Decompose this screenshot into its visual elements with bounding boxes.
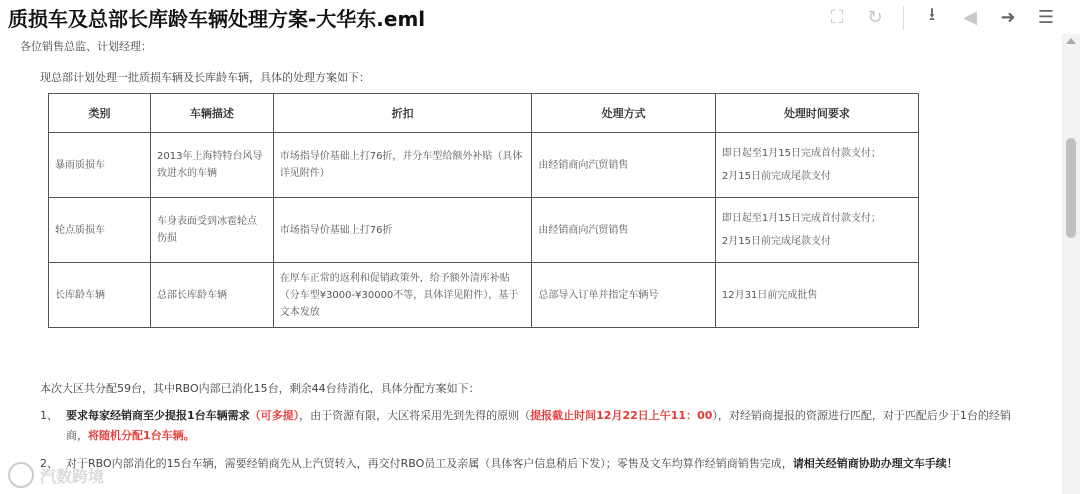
cell-discount: 市场指导价基础上打76折，并分车型给额外补贴（具体详见附件） (273, 133, 532, 198)
time-line: 即日起至1月15日完成首付款支付； (721, 148, 881, 159)
document-title: 质损车及总部长库龄车辆处理方案-大华东.eml (8, 7, 426, 31)
toolbar-divider (903, 6, 904, 30)
back-arrow-icon[interactable]: ◀ (963, 6, 977, 28)
fit-window-icon[interactable]: ⛶ (830, 6, 844, 28)
list-item-line (40, 426, 1030, 446)
cell-description: 2013年上海特特台风导致进水的车辆 (151, 133, 274, 198)
table-row (49, 133, 919, 198)
scroll-up-icon[interactable] (1066, 38, 1076, 44)
item-number: 2、 (40, 457, 58, 470)
watermark-text: 汽数跨境 (40, 466, 105, 486)
time-line: 12月31日前完成批售 (721, 289, 818, 301)
list-item-line (40, 406, 1030, 426)
cell-discount: 在厚车正常的返利和促销政策外，给予额外清库补贴（分车型¥3000-¥30000不等，具体详见附件），基于文本发放 (273, 263, 532, 328)
cell-time (715, 263, 918, 328)
table-row (49, 198, 919, 263)
forward-arrow-icon[interactable]: ➜ (1000, 6, 1016, 28)
cell-method: 由经销商向汽贸销售 (532, 133, 715, 198)
title-bar (0, 0, 1080, 34)
header-time: 处理时间要求 (715, 94, 918, 133)
bold-text: 要求每家经销商至少提报1台车辆需求 (66, 409, 250, 422)
item-number: 1、 (40, 409, 58, 422)
summary-text: 本次大区共分配59台，其中RBO内部已消化15台，剩余44台待消化，具体分配方案如下： (40, 382, 480, 395)
scrollbar-thumb[interactable] (1066, 138, 1076, 238)
cell-method: 由经销商向汽贸销售 (532, 198, 715, 263)
header-method: 处理方式 (532, 94, 715, 133)
cell-method: 总部导入订单并指定车辆号 (532, 263, 715, 328)
body-text: ，由于资源有限，大区将采用先到先得的原则（ (299, 409, 531, 422)
rotate-icon[interactable]: ↻ (867, 6, 883, 28)
watermark-logo-icon (8, 462, 34, 488)
list-item (40, 406, 1030, 446)
toolbar (823, 6, 1060, 30)
body-text: 商， (66, 429, 88, 442)
cell-discount: 市场指导价基础上打76折 (273, 198, 532, 263)
highlight-text: 将随机分配1台车辆。 (88, 429, 195, 442)
body-text: ），对经销商提报的资源进行匹配，对于匹配后少于1台的经销 (712, 409, 1011, 422)
table-header-row (49, 94, 919, 133)
table-row (49, 263, 919, 328)
cell-time (715, 133, 918, 198)
header-category: 类别 (49, 94, 151, 133)
bold-text: 请相关经销商协助办理文车手续！ (792, 457, 958, 470)
cell-category: 轮点质损车 (49, 198, 151, 263)
cell-category: 长库龄车辆 (49, 263, 151, 328)
vertical-scrollbar[interactable] (1062, 34, 1080, 494)
download-icon[interactable]: ⭳ (928, 4, 936, 25)
header-discount: 折扣 (273, 94, 532, 133)
intro-text: 现总部计划处理一批质损车辆及长库龄车辆，具体的处理方案如下： (40, 71, 370, 84)
greeting: 各位销售总监、计划经理： (20, 40, 152, 53)
cell-description: 总部长库龄车辆 (151, 263, 274, 328)
list-item (40, 454, 1030, 474)
header-description: 车辆描述 (151, 94, 274, 133)
cell-time (715, 198, 918, 263)
time-line: 2月15日前完成尾款支付 (721, 236, 831, 247)
watermark (8, 462, 104, 488)
menu-icon[interactable]: ☰ (1037, 6, 1055, 28)
cell-category: 暴雨质损车 (49, 133, 151, 198)
time-line: 即日起至1月15日完成首付款支付； (721, 213, 881, 224)
deadline-text: 提报截止时间12月22日上午11：00 (530, 409, 713, 422)
cell-description: 车身表面受到冰雹轮点伤损 (151, 198, 274, 263)
email-body (0, 34, 1060, 494)
body-text: 对于RBO内部消化的15台车辆，需要经销商先从上汽贸转入，再交付RBO员工及亲属（具体客户信息稍后下发）；零售及文车均算作经销商销售完成， (66, 457, 793, 470)
plan-table (48, 93, 919, 328)
highlight-text: （可多提） (249, 409, 300, 422)
time-line: 2月15日前完成尾款支付 (721, 171, 831, 182)
